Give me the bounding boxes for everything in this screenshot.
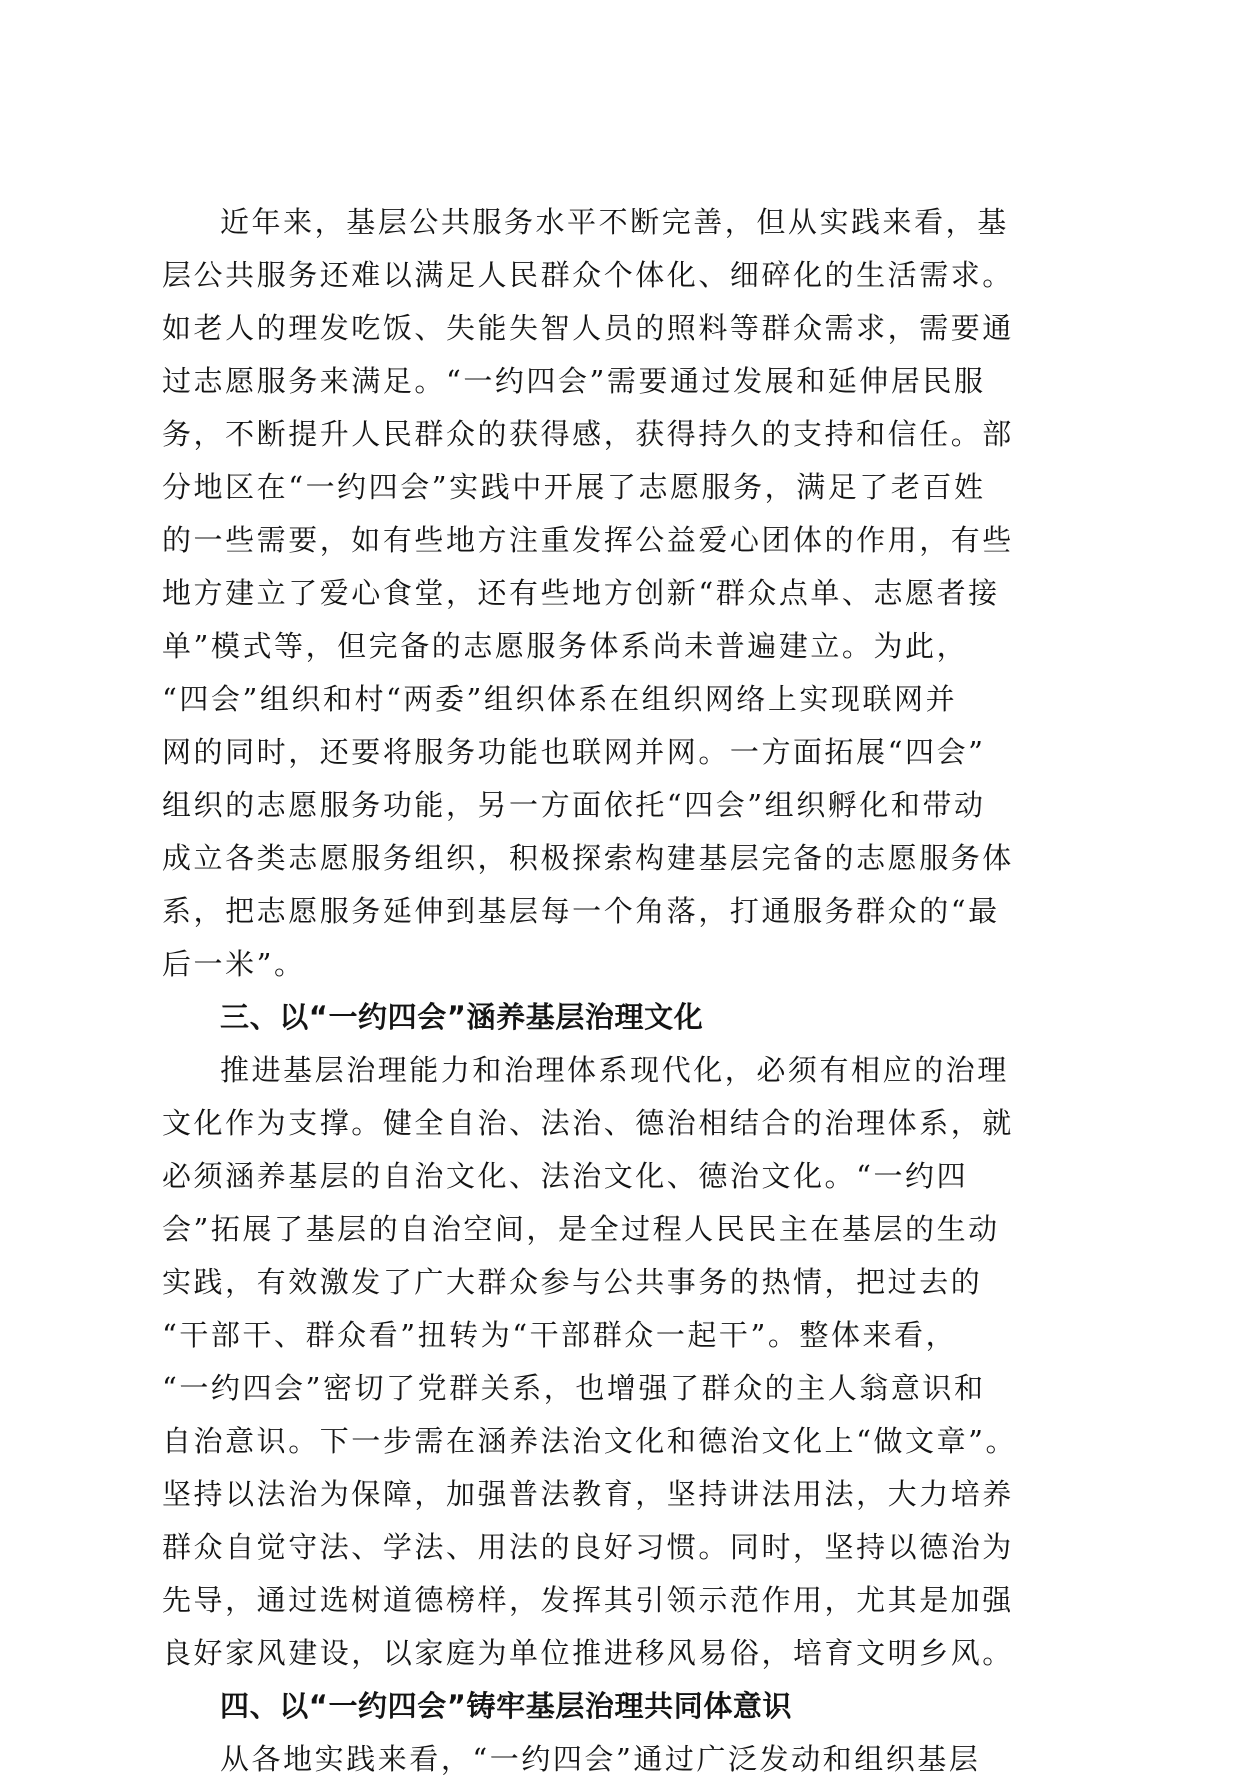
paragraph-line: 良好家风建设，以家庭为单位推进移风易俗，培育文明乡风。 bbox=[162, 1636, 1014, 1670]
paragraph-line: 成立各类志愿服务组织，积极探索构建基层完备的志愿服务体 bbox=[162, 841, 1014, 875]
paragraph-line: 群众自觉守法、学法、用法的良好习惯。同时，坚持以德治为 bbox=[162, 1530, 1014, 1564]
paragraph-line: 地方建立了爱心食堂，还有些地方创新“群众点单、志愿者接 bbox=[162, 576, 1000, 610]
paragraph-line: 坚持以法治为保障，加强普法教育，坚持讲法用法，大力培养 bbox=[162, 1477, 1014, 1511]
paragraph-line: “干部干、群众看”扭转为“干部群众一起干”。整体来看， bbox=[162, 1318, 958, 1352]
paragraph-line: 文化作为支撑。健全自治、法治、德治相结合的治理体系，就 bbox=[162, 1106, 1014, 1140]
section-heading-4: 四、以“一约四会”铸牢基层治理共同体意识 bbox=[220, 1689, 793, 1723]
paragraph-line: 先导，通过选树道德榜样，发挥其引领示范作用，尤其是加强 bbox=[162, 1583, 1014, 1617]
paragraph-line: 后一米”。 bbox=[162, 947, 306, 981]
paragraph-line: 层公共服务还难以满足人民群众个体化、细碎化的生活需求。 bbox=[162, 258, 1014, 292]
paragraph-line: 分地区在“一约四会”实践中开展了志愿服务，满足了老百姓 bbox=[162, 470, 986, 504]
paragraph-line: 近年来，基层公共服务水平不断完善，但从实践来看，基 bbox=[220, 205, 1009, 239]
paragraph-line: 会”拓展了基层的自治空间，是全过程人民民主在基层的生动 bbox=[162, 1212, 1000, 1246]
paragraph-line: “四会”组织和村“两委”组织体系在组织网络上实现联网并 bbox=[162, 682, 958, 716]
paragraph-line: 网的同时，还要将服务功能也联网并网。一方面拓展“四会” bbox=[162, 735, 986, 769]
paragraph-line: 从各地实践来看，“一约四会”通过广泛发动和组织基层 bbox=[220, 1742, 981, 1776]
paragraph-line: 系，把志愿服务延伸到基层每一个角落，打通服务群众的“最 bbox=[162, 894, 1000, 928]
paragraph-line: 自治意识。下一步需在涵养法治文化和德治文化上“做文章”。 bbox=[162, 1424, 1018, 1458]
paragraph-line: 的一些需要，如有些地方注重发挥公益爱心团体的作用，有些 bbox=[162, 523, 1014, 557]
paragraph-line: 实践，有效激发了广大群众参与公共事务的热情，把过去的 bbox=[162, 1265, 983, 1299]
paragraph-line: “一约四会”密切了党群关系，也增强了群众的主人翁意识和 bbox=[162, 1371, 986, 1405]
section-heading-3: 三、以“一约四会”涵养基层治理文化 bbox=[220, 1000, 704, 1034]
paragraph-line: 务，不断提升人民群众的获得感，获得持久的支持和信任。部 bbox=[162, 417, 1014, 451]
paragraph-line: 如老人的理发吃饭、失能失智人员的照料等群众需求，需要通 bbox=[162, 311, 1014, 345]
paragraph-line: 推进基层治理能力和治理体系现代化，必须有相应的治理 bbox=[220, 1053, 1009, 1087]
paragraph-line: 单”模式等，但完备的志愿服务体系尚未普遍建立。为此， bbox=[162, 629, 969, 663]
paragraph-line: 组织的志愿服务功能，另一方面依托“四会”组织孵化和带动 bbox=[162, 788, 986, 822]
paragraph-line: 过志愿服务来满足。“一约四会”需要通过发展和延伸居民服 bbox=[162, 364, 986, 398]
paragraph-line: 必须涵养基层的自治文化、法治文化、德治文化。“一约四 bbox=[162, 1159, 969, 1193]
